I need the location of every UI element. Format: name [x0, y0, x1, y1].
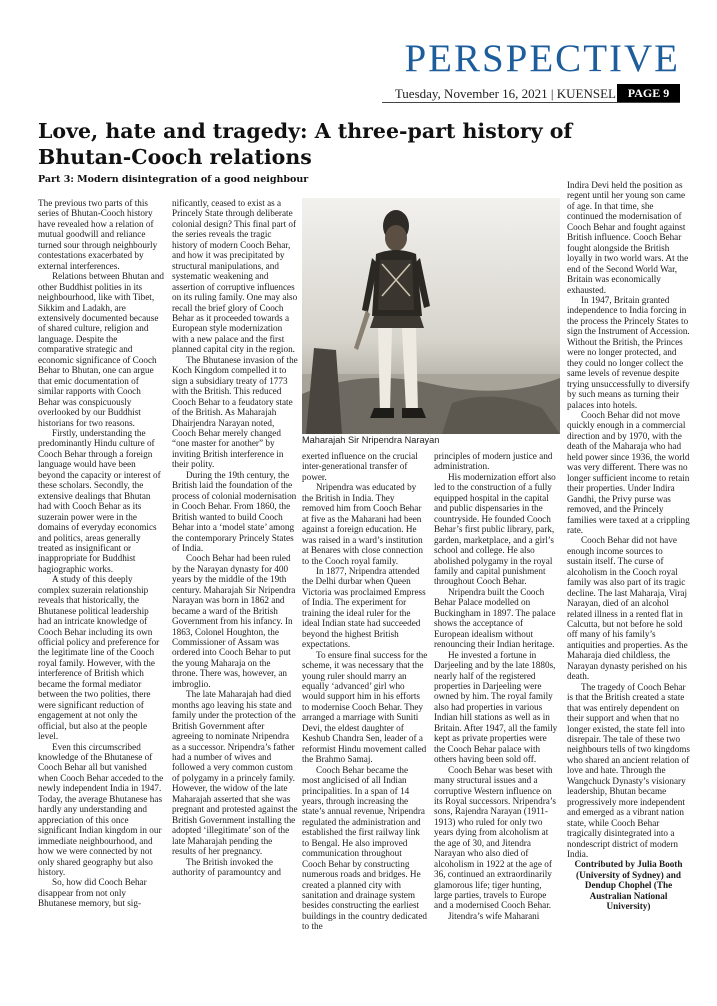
body-paragraph: During the 19th century, the British laid the foundation of the process of colonial modernisation in Cooch Behar. From 1860, the British wanted to build Cooch Behar into a ‘model state’ among the contemporary Princely States of India.	[172, 469, 297, 553]
body-paragraph: The previous two parts of this series of Bhutan-Cooch history have revealed how a relation of mutual goodwill and reliance turned sour through neighbourly contestations exacerbated by external interferences.	[38, 198, 158, 271]
body-paragraph: The Bhutanese invasion of the Koch Kingdom compelled it to sign a subsidiary treaty of 1773 with the British. This reduced Cooch Behar to a feudatory state of the British. As Maharajah Dhairjendra Narayan noted, Cooch Behar merely changed “one master for another” by inviting British interference in their polity.	[172, 354, 298, 470]
body-paragraph: principles of modern justice and administration.	[434, 451, 553, 472]
photo-caption: Maharajah Sir Nripendra Narayan	[302, 435, 440, 445]
body-paragraph: Even this circumscribed knowledge of the Bhutanese of Cooch Behar all but vanished when Cooch Behar acceded to the newly independent India in 1947. Today, the average Bhutanese has hardly any understanding and appreciation of this once significant Indian kingdom in our immediate neighbourhood, and how we were connected by not only shared geography but also history.	[38, 741, 164, 877]
body-paragraph: His modernization effort also led to the construction of a fully equipped hospital in the capital and public dispensaries in the countryside. He founded Cooch Behar’s first public library, park, garden, marketplace, and a girl’s school and college. He also abolished polygamy in the royal family and capital punishment throughout Cooch Behar.	[434, 471, 556, 587]
body-paragraph: In 1877, Nripendra attended the Delhi durbar when Queen Victoria was proclaimed Empress of India. The experiment for training the ideal ruler for the ideal Indian state had succeeded beyond the highest British expectations.	[302, 565, 426, 650]
body-paragraph: In 1947, Britain granted independence to India forcing in the process the Princely States to sign the Instrument of Accession. Without the British, the Princes were no longer protected, and they could no longer collect the same levels of revenue despite trying unsuccessfully to diversify by such means as turning their palaces into hotels.	[567, 294, 690, 410]
article-column-4	[434, 451, 560, 1000]
body-paragraph: The tragedy of Cooch Behar is that the British created a state that was entirely dependent on their support and when that no longer existed, the state fell into disrepair. The tale of these two neighbours tells of two kingdoms who shared an ancient relation of love and hate. Through the Wangchuck Dynasty’s visionary leadership, Bhutan became progressively more independent and emerged as a vibrant nation state, while Cooch Behar tragically disintegrated into a nondescript district of modern India.	[567, 681, 690, 859]
body-paragraph: Indira Devi held the position as regent until her young son came of age. In that time, she continued the modernisation of Cooch Behar and fought against British influence. Cooch Behar fought alongside the British loyally in two world wars. At the end of the Second World War, Britain was economically exhausted.	[567, 180, 689, 295]
body-paragraph: Cooch Behar did not have enough income sources to sustain itself. The curse of alcoholism in the Cooch royal family was also part of its tragic decline. The last Maharaja, Viraj Narayan, died of an alcohol related illness in a rented flat in Calcutta, but not before he sold off many of his family’s antiquities and properties. As the Maharaja died childless, the Narayan dynasty perished on his death.	[567, 535, 688, 682]
body-paragraph: The late Maharajah had died months ago leaving his state and family under the protection of the British Government after agreeing to nominate Nripendra as a successor. Nripendra’s father had a number of wives and followed a very common custom of polygamy in a princely family. However, the widow of the late Maharajah asserted that she was pregnant and protested against the British Government installing the adopted ‘illegitimate’ son of the late Maharajah pending the results of her pregnancy.	[172, 689, 298, 857]
body-paragraph: Cooch Behar did not move quickly enough in a commercial direction and by 1970, with the death of the Maharaja who had held power since 1936, the world was very different. There was no longer sufficient income to retain their properties. Under Indira Gandhi, the Privy purse was removed, and the Princely families were taxed at a crippling rate.	[567, 409, 690, 535]
masthead-section-title: PERSPECTIVE	[404, 37, 680, 80]
body-paragraph: Relations between Bhutan and other Buddhist polities in its neighbourhood, like with Tibet, Sikkim and Ladakh, are extensively documented because of shared culture, religion and language. Despite the comparative strategic and economic significance of Cooch Behar to Bhutan, one can argue that emic documentation of similar rapports with Cooch Behar was conspicuously overlooked by our Buddhist historians for two reasons.	[38, 271, 164, 428]
article-headline: Love, hate and tragedy: A three-part history of Bhutan-Cooch relations	[38, 119, 573, 169]
body-paragraph: A study of this deeply complex suzerain relationship reveals that historically, the Bhutanese political leadership had an intricate knowledge of Cooch Behar including its own official policy and preference for the legitimate line of the Cooch royal family. However, with the interference of British which became the formal mediator between the two polities, there were significant reduction of engagement at not only the official, but also at the people level.	[38, 574, 160, 742]
body-paragraph: So, how did Cooch Behar disappear from not only Bhutanese memory, but sig-	[38, 877, 147, 909]
body-paragraph: exerted influence on the crucial inter-generational transfer of power.	[302, 451, 418, 482]
article-column-1	[38, 198, 164, 1000]
masthead-dateline: Tuesday, November 16, 2021 | KUENSEL	[394, 86, 616, 101]
article-column-5	[567, 180, 690, 1000]
body-paragraph: Nripendra was educated by the British in India. They removed him from Cooch Behar at five as the Maharani had been against a foreign education. He was raised in a ward’s institution at Benares with close connection to the Cooch royal family.	[302, 482, 423, 566]
body-paragraph: Nripendra built the Cooch Behar Palace modelled on Buckingham in 1897. The palace shows the acceptance of European idealism without renouncing their Indian heritage.	[434, 586, 556, 650]
article-deck: Part 3: Modern disintegration of a good neighbour	[38, 174, 309, 185]
contributor-credit: Contributed by Julia Booth (University of Sydney) and Dendup Chophel (The Australian National University)	[574, 859, 683, 912]
article-column-2	[172, 198, 298, 1000]
maharajah-portrait-image	[302, 198, 560, 434]
body-paragraph: He invested a fortune in Darjeeling and by the late 1880s, nearly half of the registered properties in Darjeeling were owned by him. The royal family also had properties in various Indian hill stations as well as in Britain. After 1947, all the family kept as private properties were the Cooch Behar palace with others having been sold off.	[434, 649, 558, 765]
body-paragraph: The British invoked the authority of paramountcy and	[172, 856, 281, 877]
body-paragraph: Firstly, understanding the predominantly Hindu culture of Cooch Behar through a foreign language would have been beyond the capacity or interest of these scholars. Secondly, the extensive dealings that Bhutan had with Cooch Behar as its suzerain power were in the domains of everyday economics and politics, areas generally treated as insignificant or inappropriate for Buddhist hagiographic works.	[38, 427, 161, 574]
masthead-rule	[382, 102, 680, 103]
article-photo	[302, 198, 560, 434]
article-column-3	[302, 451, 428, 1000]
body-paragraph: To ensure final success for the scheme, it was necessary that the young ruler should marry an equally ‘advanced’ girl who would support him in his efforts to modernise Cooch Behar. They arranged a marriage with Suniti Devi, the eldest daughter of Keshub Chandra Sen, leader of a reformist Hindu movement called the Brahmo Samaj.	[302, 649, 428, 765]
body-paragraph: Cooch Behar was beset with many structural issues and a corruptive Western influence on its Royal successors. Nripendra’s sons, Rajendra Narayan (1911-1913) who ruled for only two years dying from alcoholism at the age of 30, and Jitendra Narayan who also died of alcoholism in 1922 at the age of 36, continued an extraordinarily glamorous life; tiger hunting, large parties, travels to Europe and a modernised Cooch Behar.	[434, 764, 556, 911]
body-paragraph: Jitendra’s wife Maharani	[448, 910, 540, 921]
body-paragraph: Cooch Behar became the most anglicised of all Indian principalities. In a span of 14 years, through increasing the state’s annual revenue, Nripendra regulated the administration and established the first railway link to Bengal. He also improved communication throughout Cooch Behar by constructing numerous roads and bridges. He created a planned city with sanitation and drainage system besides constructing the earliest buildings in the country dedicated to the	[302, 764, 428, 932]
page-number-badge: PAGE 9	[617, 84, 680, 102]
body-paragraph: Cooch Behar had been ruled by the Narayan dynasty for 400 years by the middle of the 19th century. Maharajah Sir Nripendra Narayan was born in 1862 and became a ward of the British Government from his infancy. In 1863, Colonel Houghton, the Commissioner of Assam was ordered into Cooch Behar to put the young Maharaja on the throne. There was, however, an imbroglio.	[172, 553, 296, 689]
body-paragraph: nificantly, ceased to exist as a Princely State through deliberate colonial design? This final part of the series reveals the tragic history of modern Cooch Behar, and how it was precipitated by structural manipulations, and systematic weakening and assertion of corruptive influences on its ruling family. One may also recall the brief glory of Cooch Behar as it proceeded towards a European style modernization with a new palace and the first planned capital city in the region.	[172, 198, 298, 355]
